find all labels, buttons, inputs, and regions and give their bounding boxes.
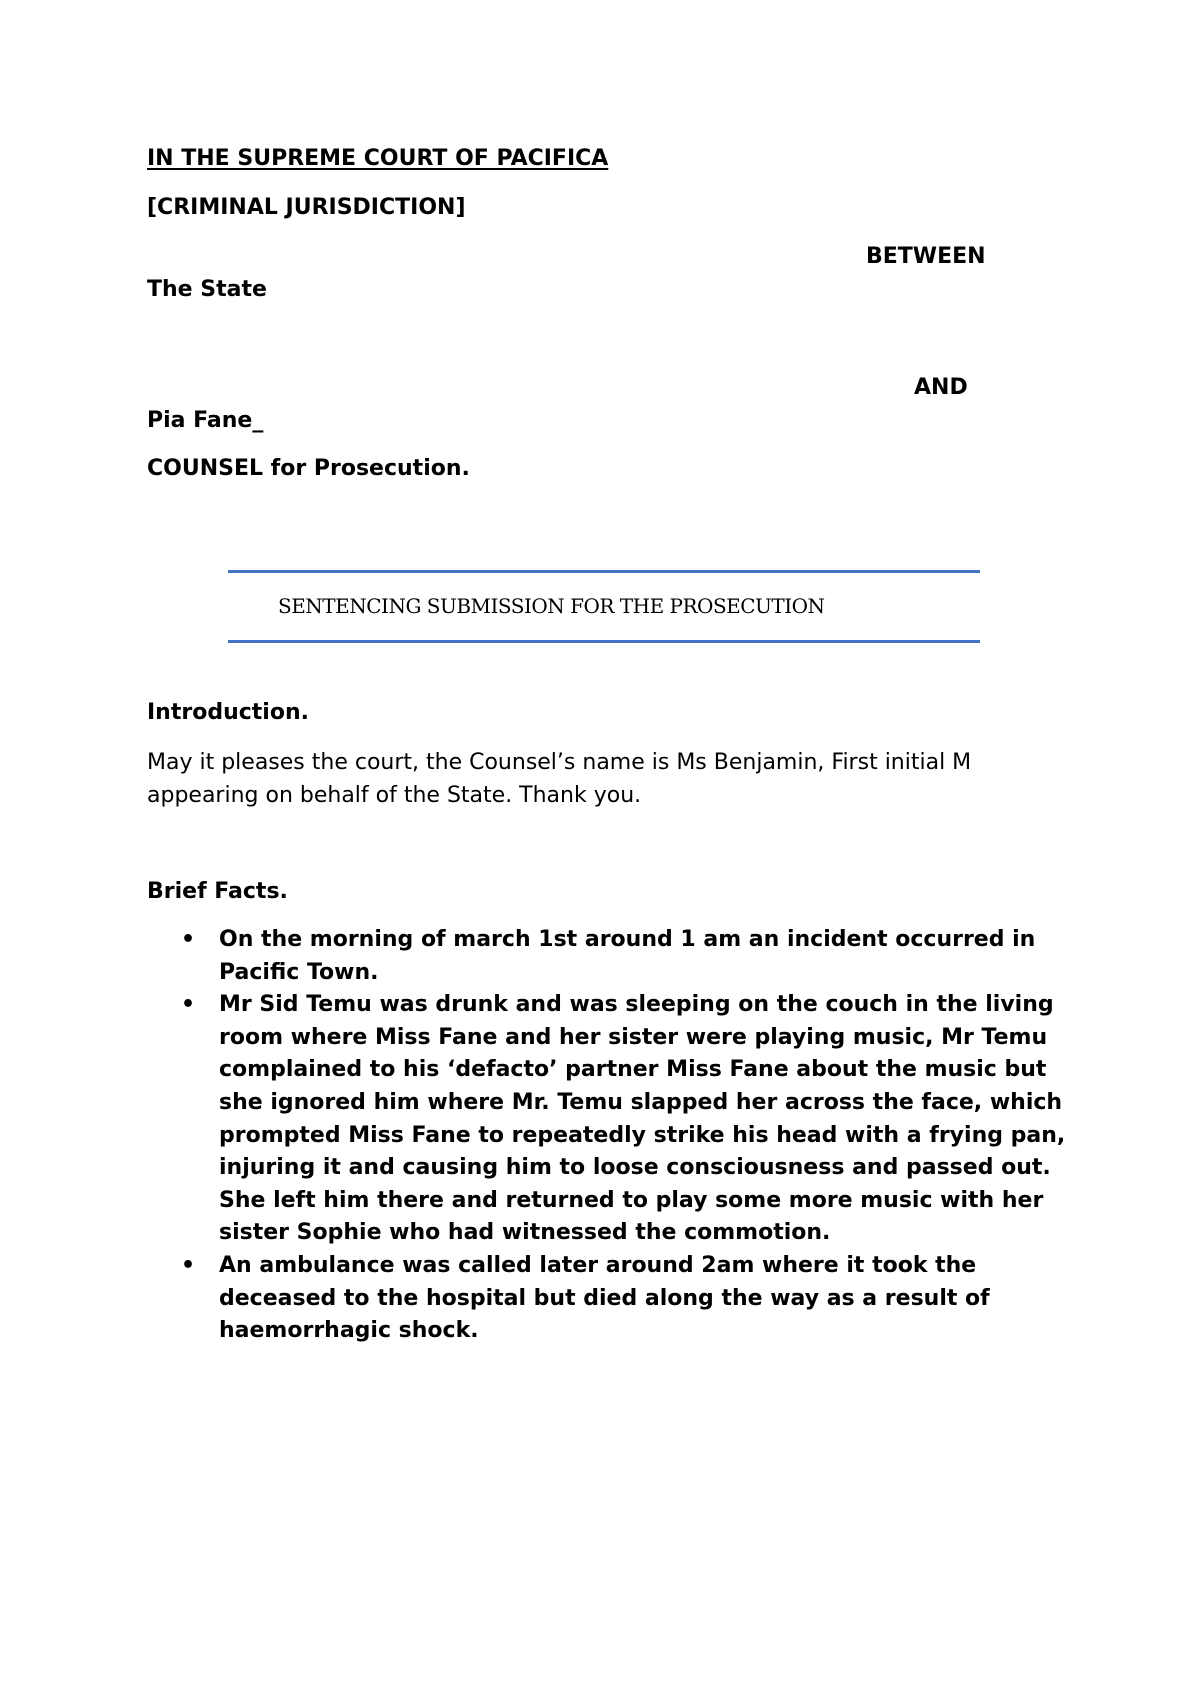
counsel-line: COUNSEL for Prosecution.: [147, 456, 470, 481]
and-label: AND: [914, 375, 968, 400]
fact-text: On the morning of march 1st around 1 am an incident occurred in Pacific Town.: [219, 927, 1036, 985]
list-item: [147, 1250, 1067, 1348]
title-rule-bottom: [228, 640, 980, 643]
bullet-icon: •: [181, 927, 196, 952]
title-rule-top: [228, 570, 980, 573]
bullet-icon: •: [181, 1252, 196, 1278]
between-label: BETWEEN: [866, 244, 986, 269]
court-title: IN THE SUPREME COURT OF PACIFICA: [147, 146, 609, 171]
party-state: The State: [147, 277, 267, 302]
fact-text: An ambulance was called later around 2am where it took the deceased to the hospital but died along the way as a result of haemorrhagic shock.: [219, 1252, 990, 1344]
submission-title: SENTENCING SUBMISSION FOR THE PROSECUTION: [278, 594, 825, 618]
list-item: [147, 924, 1067, 989]
introduction-body: May it pleases the court, the Counsel’s name is Ms Benjamin, First initial M appearing on behalf of the State. Thank you.: [147, 750, 972, 808]
jurisdiction-label: [CRIMINAL JURISDICTION]: [147, 195, 466, 220]
party-accused: Pia Fane_: [147, 408, 264, 433]
fact-text: Mr Sid Temu was drunk and was sleeping on the couch in the living room where Miss Fane and her sister were playing music, Mr Temu complained to his ‘defacto’ partner Miss Fane about the music but she ignored him where Mr. Temu slapped her across the face, which prompted Miss Fane to repeatedly strike his head with a frying pan, injuring it and causing him to loose consciousness and passed out. She left him there and returned to play some more music with her sister Sophie who had witnessed the commotion.: [219, 992, 1066, 1246]
brief-facts-list: [147, 924, 1067, 1348]
bullet-icon: •: [181, 992, 196, 1018]
brief-facts-heading: Brief Facts.: [147, 879, 288, 904]
list-item: [147, 989, 1067, 1250]
introduction-heading: Introduction.: [147, 700, 309, 725]
